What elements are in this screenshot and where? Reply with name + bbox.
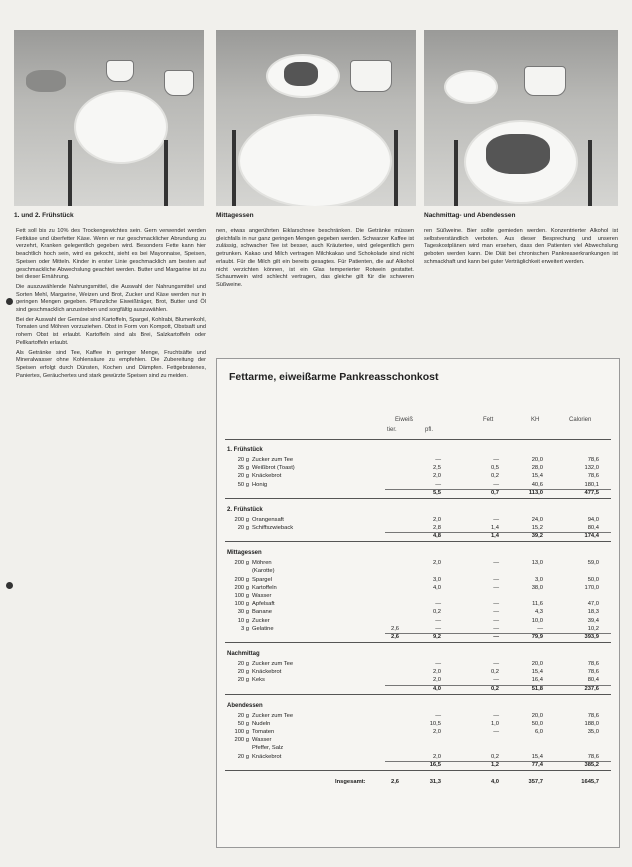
cell-qty: 10 g	[237, 617, 249, 624]
cell-pfl: 2,0	[432, 677, 441, 684]
cell-kh: 4,3	[534, 609, 543, 616]
nutrition-table	[216, 358, 620, 848]
caption-fruehstueck: 1. und 2. Frühstück	[14, 212, 74, 219]
cell-fett: —	[493, 457, 499, 463]
cell-kh: 10,0	[531, 617, 543, 624]
cell-qty: 200 g	[234, 737, 249, 744]
table-subtotal-row	[225, 762, 611, 770]
cell-pfl: 2,0	[432, 473, 441, 480]
text-column-right	[424, 228, 618, 346]
cell-item: Spargel	[252, 576, 272, 583]
cell-fett: —	[493, 609, 499, 616]
cell-item: Wasser	[252, 593, 272, 599]
table-row	[225, 609, 611, 617]
cell-qty: 200 g	[234, 584, 249, 591]
cell-item: Kartoffeln	[252, 584, 277, 591]
cell-pfl: —	[435, 661, 441, 667]
table-row	[225, 517, 611, 525]
cell-pfl: —	[435, 457, 441, 463]
cell-fett: 0,2	[490, 753, 499, 760]
cell-fett: 0,7	[490, 489, 499, 496]
header-kh: KH	[531, 417, 540, 423]
photo-abendessen	[424, 30, 618, 206]
caption-abendessen: Nachmittag- und Abendessen	[424, 212, 516, 219]
cell-kh: 15,4	[531, 473, 543, 480]
section-heading: Abendessen	[227, 702, 263, 709]
cell-kal: 132,0	[584, 465, 599, 472]
section-rule	[225, 541, 611, 542]
photo-fruehstueck	[14, 30, 204, 206]
section-heading: 2. Frühstück	[227, 506, 263, 513]
grand-total-row	[225, 779, 611, 787]
table-row	[225, 473, 611, 481]
caption-mittagessen: Mittagessen	[216, 212, 254, 219]
cell-fett: —	[493, 584, 499, 591]
cell-qty: 200 g	[234, 560, 249, 567]
table-row	[225, 585, 611, 593]
cell-kh: 50,0	[531, 720, 543, 727]
table-row	[225, 737, 611, 745]
cell-qty: 100 g	[234, 729, 249, 735]
cell-kal: 78,6	[587, 473, 599, 480]
table-row	[225, 568, 611, 576]
cell-item: Knäckebrot	[252, 753, 282, 760]
text-column-left	[16, 228, 206, 858]
cell-item: Nudeln	[252, 720, 271, 727]
table-row	[225, 745, 611, 753]
cell-pfl: 2,0	[432, 560, 441, 567]
table-row	[225, 661, 611, 669]
cell-fett: —	[493, 601, 499, 608]
cell-item: Schiffszwieback	[252, 525, 294, 531]
section-rule	[225, 770, 611, 771]
cell-pfl: 4,0	[432, 685, 441, 692]
cell-kh: 40,6	[531, 481, 543, 488]
header-rule	[225, 439, 611, 440]
paragraph: ren Süßweine. Bier sollte gemieden werden. Konzentrierter Alkohol ist selbstverständlich verboten. Aus dieser Besprechung und unseren Tageskostplänen wird man ersehen, dass den Patienten viel Abwechslung geboten werden kann. Die Diät bei chronischen Pankreaserkrankungen ist schmackhaft und kann bei guter Verträglichkeit erweitert werden.	[424, 228, 618, 265]
cell-kal: 78,6	[587, 753, 599, 760]
cell-item: Gelatine	[252, 625, 274, 632]
cell-kal: 80,4	[587, 677, 599, 684]
cell-qty: 20 g	[237, 473, 249, 480]
cell-item: Zucker zum Tee	[252, 457, 294, 463]
binder-hole	[6, 582, 13, 589]
header-calorien: Calorien	[569, 417, 592, 423]
cell-kh: 51,8	[531, 685, 543, 692]
cell-fett: —	[493, 576, 499, 583]
table-title: Fettarme, eiweißarme Pankreasschonkost	[229, 371, 439, 383]
cell-kal: 170,0	[584, 584, 599, 591]
cell-qty: 100 g	[234, 593, 249, 599]
header-tier: tier.	[387, 427, 397, 433]
cell-item: Apfelsaft	[252, 601, 275, 608]
section-heading: 1. Frühstück	[227, 447, 263, 453]
section-rule	[225, 498, 611, 499]
paragraph: Bei der Auswahl der Gemüse sind Kartoffeln, Spargel, Kohlrabi, Blumenkohl, Tomaten und Möhren vorzuziehen. Obst in Form von Kompott, Obstsaft und rohem Obst ist erlaubt. Kartoffeln sind als Brei, Salzkartoffeln oder Pellkartoffeln erlaubt.	[16, 316, 206, 346]
cell-fett: 1,4	[490, 525, 499, 531]
cell-kal: 78,6	[587, 661, 599, 667]
table-subtotal-row	[225, 490, 611, 498]
cell-pfl: —	[435, 601, 441, 608]
cell-qty: 20 g	[237, 712, 249, 719]
cell-tier: 2,6	[390, 634, 400, 640]
cell-qty: 20 g	[237, 525, 249, 531]
table-row	[225, 577, 611, 585]
cell-fett: —	[493, 712, 499, 719]
cell-kh: 20,0	[531, 712, 543, 719]
cell-qty: 20 g	[237, 661, 249, 667]
header-fett: Fett	[483, 417, 494, 423]
grand-total-fett: 4,0	[490, 778, 499, 785]
cell-kh: 15,2	[531, 525, 543, 531]
cell-pfl: 16,5	[429, 761, 441, 768]
cell-kal: 35,0	[587, 729, 599, 735]
grand-total-kal: 1645,7	[581, 778, 599, 785]
photo-mittagessen	[216, 30, 416, 206]
cell-item: Zucker zum Tee	[252, 661, 294, 667]
cell-kh: 24,0	[531, 516, 543, 523]
cell-kal: 477,5	[584, 489, 599, 496]
cell-fett: —	[493, 516, 499, 523]
cell-kh: 113,0	[528, 489, 543, 496]
cell-qty: 20 g	[237, 753, 249, 760]
cell-pfl: 5,5	[432, 489, 441, 496]
cell-kh: 77,4	[531, 761, 543, 768]
cell-kal: 10,2	[587, 625, 599, 632]
table-row	[225, 618, 611, 626]
cell-pfl: —	[435, 481, 441, 488]
header-pfl: pfl.	[425, 427, 434, 433]
cell-pfl: 2,8	[432, 525, 441, 531]
cell-qty: 100 g	[234, 601, 249, 608]
cell-kh: —	[537, 625, 543, 632]
cell-fett: —	[493, 677, 499, 684]
cell-pfl: 2,0	[432, 753, 441, 760]
cell-qty: 50 g	[237, 720, 249, 727]
paragraph: Fett soll bis zu 10% des Trockengewichtes sein. Gern verwendet werden Fettkäse und überfetter Käse. Wenn er nur geschmacklicher Abrundung zu verzehrt, Kranken gelegentlich gegeben wird. Besonders Fette kann hier beachtlich hoch sein, wird es gekocht, sieht es bei Mayonnaise, Speisen, Speisen oder Mitteln. Kinder in erster Linie geschmacklich am besten auf geschmackliche Abwechslung geachtet werden. Butter und Margarine ist zu bei dieser Ernährung.	[16, 228, 206, 281]
paragraph: Als Getränke sind Tee, Kaffee in geringer Menge, Fruchtsäfte und Mineralwasser ohne Kohlensäure zu empfehlen. Die Zubereitung der Speisen erfolgt durch Dünsten, Kochen und Dämpfen. Fettgebratenes, Paniertes, Geräuchertes und stark gewürzte Speisen sind zu meiden.	[16, 349, 206, 379]
grand-total-tier: 2,6	[390, 778, 400, 785]
cell-kal: 50,0	[587, 576, 599, 583]
cell-fett: 0,2	[490, 669, 499, 676]
cell-item: Banane	[252, 609, 272, 616]
cell-fett: —	[493, 634, 499, 640]
cell-kal: 78,6	[587, 457, 599, 463]
cell-kal: 385,2	[584, 761, 599, 768]
cell-qty: 20 g	[237, 677, 249, 684]
cell-fett: —	[493, 560, 499, 567]
cell-kal: 39,4	[587, 617, 599, 624]
cell-kh: 38,0	[531, 584, 543, 591]
cell-qty: 200 g	[234, 576, 249, 583]
cell-item: Pfeffer, Salz	[252, 745, 284, 752]
binder-hole	[6, 298, 13, 305]
cell-fett: 1,2	[490, 761, 499, 768]
cell-pfl: 0,2	[432, 609, 441, 616]
cell-kal: 80,4	[587, 525, 599, 531]
cell-fett: 0,2	[490, 473, 499, 480]
cell-fett: 0,2	[490, 685, 499, 692]
cell-kal: 94,0	[587, 516, 599, 523]
cell-kal: 18,3	[587, 609, 599, 616]
cell-pfl: 9,2	[432, 634, 441, 640]
cell-item: Zucker zum Tee	[252, 712, 294, 719]
table-row	[225, 729, 611, 737]
cell-item: (Karotte)	[252, 568, 275, 575]
cell-fett: 0,5	[490, 465, 499, 472]
grand-total-kh: 357,7	[528, 778, 543, 785]
cell-qty: 50 g	[237, 481, 249, 488]
cell-kal: 59,0	[587, 560, 599, 567]
table-row	[225, 560, 611, 568]
cell-kh: 20,0	[531, 661, 543, 667]
cell-pfl: 4,0	[432, 584, 441, 591]
cell-pfl: 2,0	[432, 516, 441, 523]
cell-pfl: 10,5	[429, 720, 441, 727]
cell-kal: 393,9	[584, 634, 599, 640]
header-eiweiss: Eiweiß	[395, 417, 414, 423]
table-row	[225, 465, 611, 473]
cell-fett: —	[493, 729, 499, 735]
cell-pfl: —	[435, 712, 441, 719]
cell-kh: 39,2	[531, 533, 543, 540]
table-row	[225, 669, 611, 677]
text-column-middle	[216, 228, 414, 346]
cell-item: Zucker	[252, 617, 270, 624]
section-rule	[225, 694, 611, 695]
cell-fett: —	[493, 481, 499, 488]
cell-kal: 47,0	[587, 601, 599, 608]
cell-item: Wasser	[252, 737, 272, 744]
cell-fett: 1,4	[490, 533, 499, 540]
cell-qty: 20 g	[237, 457, 249, 463]
cell-tier: 2,6	[390, 625, 400, 632]
cell-fett: —	[493, 661, 499, 667]
section-heading: Nachmittag	[227, 651, 260, 657]
cell-qty: 3 g	[240, 625, 249, 632]
cell-qty: 20 g	[237, 669, 249, 676]
cell-kh: 79,9	[531, 634, 543, 640]
cell-kh: 15,4	[531, 669, 543, 676]
cell-kh: 20,0	[531, 457, 543, 463]
section-heading: Mittagessen	[227, 550, 262, 557]
table-row	[225, 601, 611, 609]
paragraph: nen, etwas angerührten Eiklarschnee beschränken. Die Getränke müssen gleichfalls in nur ganz geringen Mengen gegeben werden. Schwarzer Kaffee ist zulässig, schwacher Tee ist besser, auch Kräutertee, wird gelegentlich gern getrunken. Kakao und Milch vertragen Milchkakao und Schokolade sind nicht erlaubt. Für die Milch gilt ein bereits gesagtes. Für Patienten, die auf Alkohol nicht verzichten können, ist ein Glas temperierter Rotwein gestattet. Schaumwein wird schlecht vertragen, das gleiche gilt für die schweren Süßweine.	[216, 228, 414, 288]
table-row	[225, 713, 611, 721]
cell-item: Honig	[252, 481, 268, 488]
table-row	[225, 593, 611, 601]
cell-pfl: 2,0	[432, 669, 441, 676]
cell-item: Tomaten	[252, 729, 275, 735]
cell-qty: 200 g	[234, 516, 249, 523]
table-subtotal-row	[225, 533, 611, 541]
cell-pfl: 2,5	[432, 465, 441, 472]
cell-qty: 35 g	[237, 465, 249, 472]
cell-item: Weißbrot (Toast)	[252, 465, 295, 472]
cell-pfl: —	[435, 625, 441, 632]
table-row	[225, 457, 611, 465]
cell-fett: —	[493, 617, 499, 624]
cell-kal: 180,1	[584, 481, 599, 488]
section-rule	[225, 642, 611, 643]
paragraph: Die auszuwählende Nahrungsmittel, die Auswahl der Nahrungsmittel und Sorten Mehl, Margarine, Weizen und Brot, Zucker und Käse werden nur in geringen Mengen gegeben. Pflanzliche Eiweißträger, Brot, Butter und Öl sind geschmacklich anzustreben und sorgfältig auszuwählen.	[16, 283, 206, 314]
cell-kal: 78,6	[587, 712, 599, 719]
cell-kal: 188,0	[584, 720, 599, 727]
cell-kh: 13,0	[531, 560, 543, 567]
cell-pfl: —	[435, 617, 441, 624]
cell-kh: 28,0	[531, 465, 543, 472]
cell-item: Möhren	[252, 560, 272, 567]
cell-item: Knäckebrot	[252, 669, 282, 676]
grand-total-pfl: 31,3	[429, 778, 441, 785]
cell-kh: 3,0	[534, 576, 543, 583]
cell-kh: 16,4	[531, 677, 543, 684]
cell-pfl: 3,0	[432, 576, 441, 583]
cell-qty: 30 g	[237, 609, 249, 616]
cell-kh: 6,0	[534, 729, 543, 735]
cell-pfl: 2,0	[432, 729, 441, 735]
cell-item: Orangensaft	[252, 516, 284, 523]
table-subtotal-row	[225, 634, 611, 642]
cell-kh: 15,4	[531, 753, 543, 760]
table-subtotal-row	[225, 686, 611, 694]
cell-fett: 1,0	[490, 720, 499, 727]
grand-total-label: Insgesamt:	[335, 778, 366, 785]
cell-fett: —	[493, 625, 499, 632]
cell-kal: 78,6	[587, 669, 599, 676]
cell-pfl: 4,8	[432, 533, 441, 540]
cell-kh: 11,6	[532, 601, 543, 608]
cell-item: Keks	[252, 677, 265, 684]
cell-kal: 237,6	[584, 685, 599, 692]
table-row	[225, 721, 611, 729]
cell-item: Knäckebrot	[252, 473, 282, 480]
cell-kal: 174,4	[584, 533, 599, 540]
